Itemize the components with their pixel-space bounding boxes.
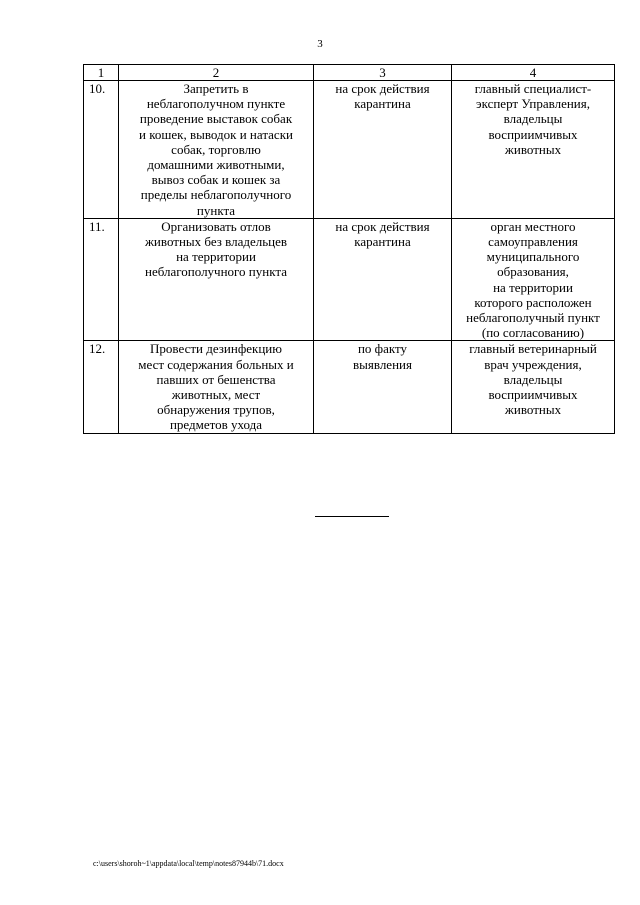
responsible-cell xyxy=(452,341,615,433)
header-cell-3: 3 xyxy=(314,65,452,81)
footer-file-path: c:\users\shoroh~1\appdata\local\temp\notes87944b\71.docx xyxy=(93,859,284,868)
measure-text: Провести дезинфекцию мест содержания больных и павших от бешенства животных, мест обнаружения трупов, предметов ухода xyxy=(138,341,294,433)
term-cell xyxy=(314,218,452,341)
table-row xyxy=(84,341,615,433)
term-text: на срок действия карантина xyxy=(335,218,430,250)
end-divider-line xyxy=(315,516,389,517)
row-number: 11. xyxy=(84,218,119,341)
measure-cell xyxy=(119,218,314,341)
responsible-text: главный специалист- эксперт Управления, владельцы восприимчивых животных xyxy=(474,81,592,157)
table-row xyxy=(84,81,615,219)
term-text: на срок действия карантина xyxy=(335,81,430,112)
term-cell xyxy=(314,81,452,219)
measure-text: Организовать отлов животных без владельцев на территории неблагополучного пункта xyxy=(144,218,288,280)
measure-cell xyxy=(119,81,314,219)
page-number: 3 xyxy=(317,38,323,50)
table-header-row xyxy=(84,65,615,81)
row-number: 12. xyxy=(84,341,119,433)
header-cell-1: 1 xyxy=(84,65,119,81)
header-cell-4: 4 xyxy=(452,65,615,81)
row-number: 10. xyxy=(84,81,119,219)
measure-text: Запретить в неблагополучном пункте проведение выставок собак и кошек, выводок и натаски собак, торговлю домашними животными, вывоз собак и кошек за пределы неблагополучного пункта xyxy=(139,81,293,218)
responsible-text: орган местного самоуправления муниципального образования, на территории которого расположен неблагополучный пункт (по согласованию) xyxy=(466,218,600,341)
table-row xyxy=(84,218,615,341)
term-text: по факту выявления xyxy=(353,341,412,372)
term-cell xyxy=(314,341,452,433)
responsible-cell xyxy=(452,218,615,341)
responsible-cell xyxy=(452,81,615,219)
header-cell-2: 2 xyxy=(119,65,314,81)
responsible-text: главный ветеринарный врач учреждения, владельцы восприимчивых животных xyxy=(469,341,597,418)
measures-table xyxy=(83,64,615,434)
measure-cell xyxy=(119,341,314,433)
